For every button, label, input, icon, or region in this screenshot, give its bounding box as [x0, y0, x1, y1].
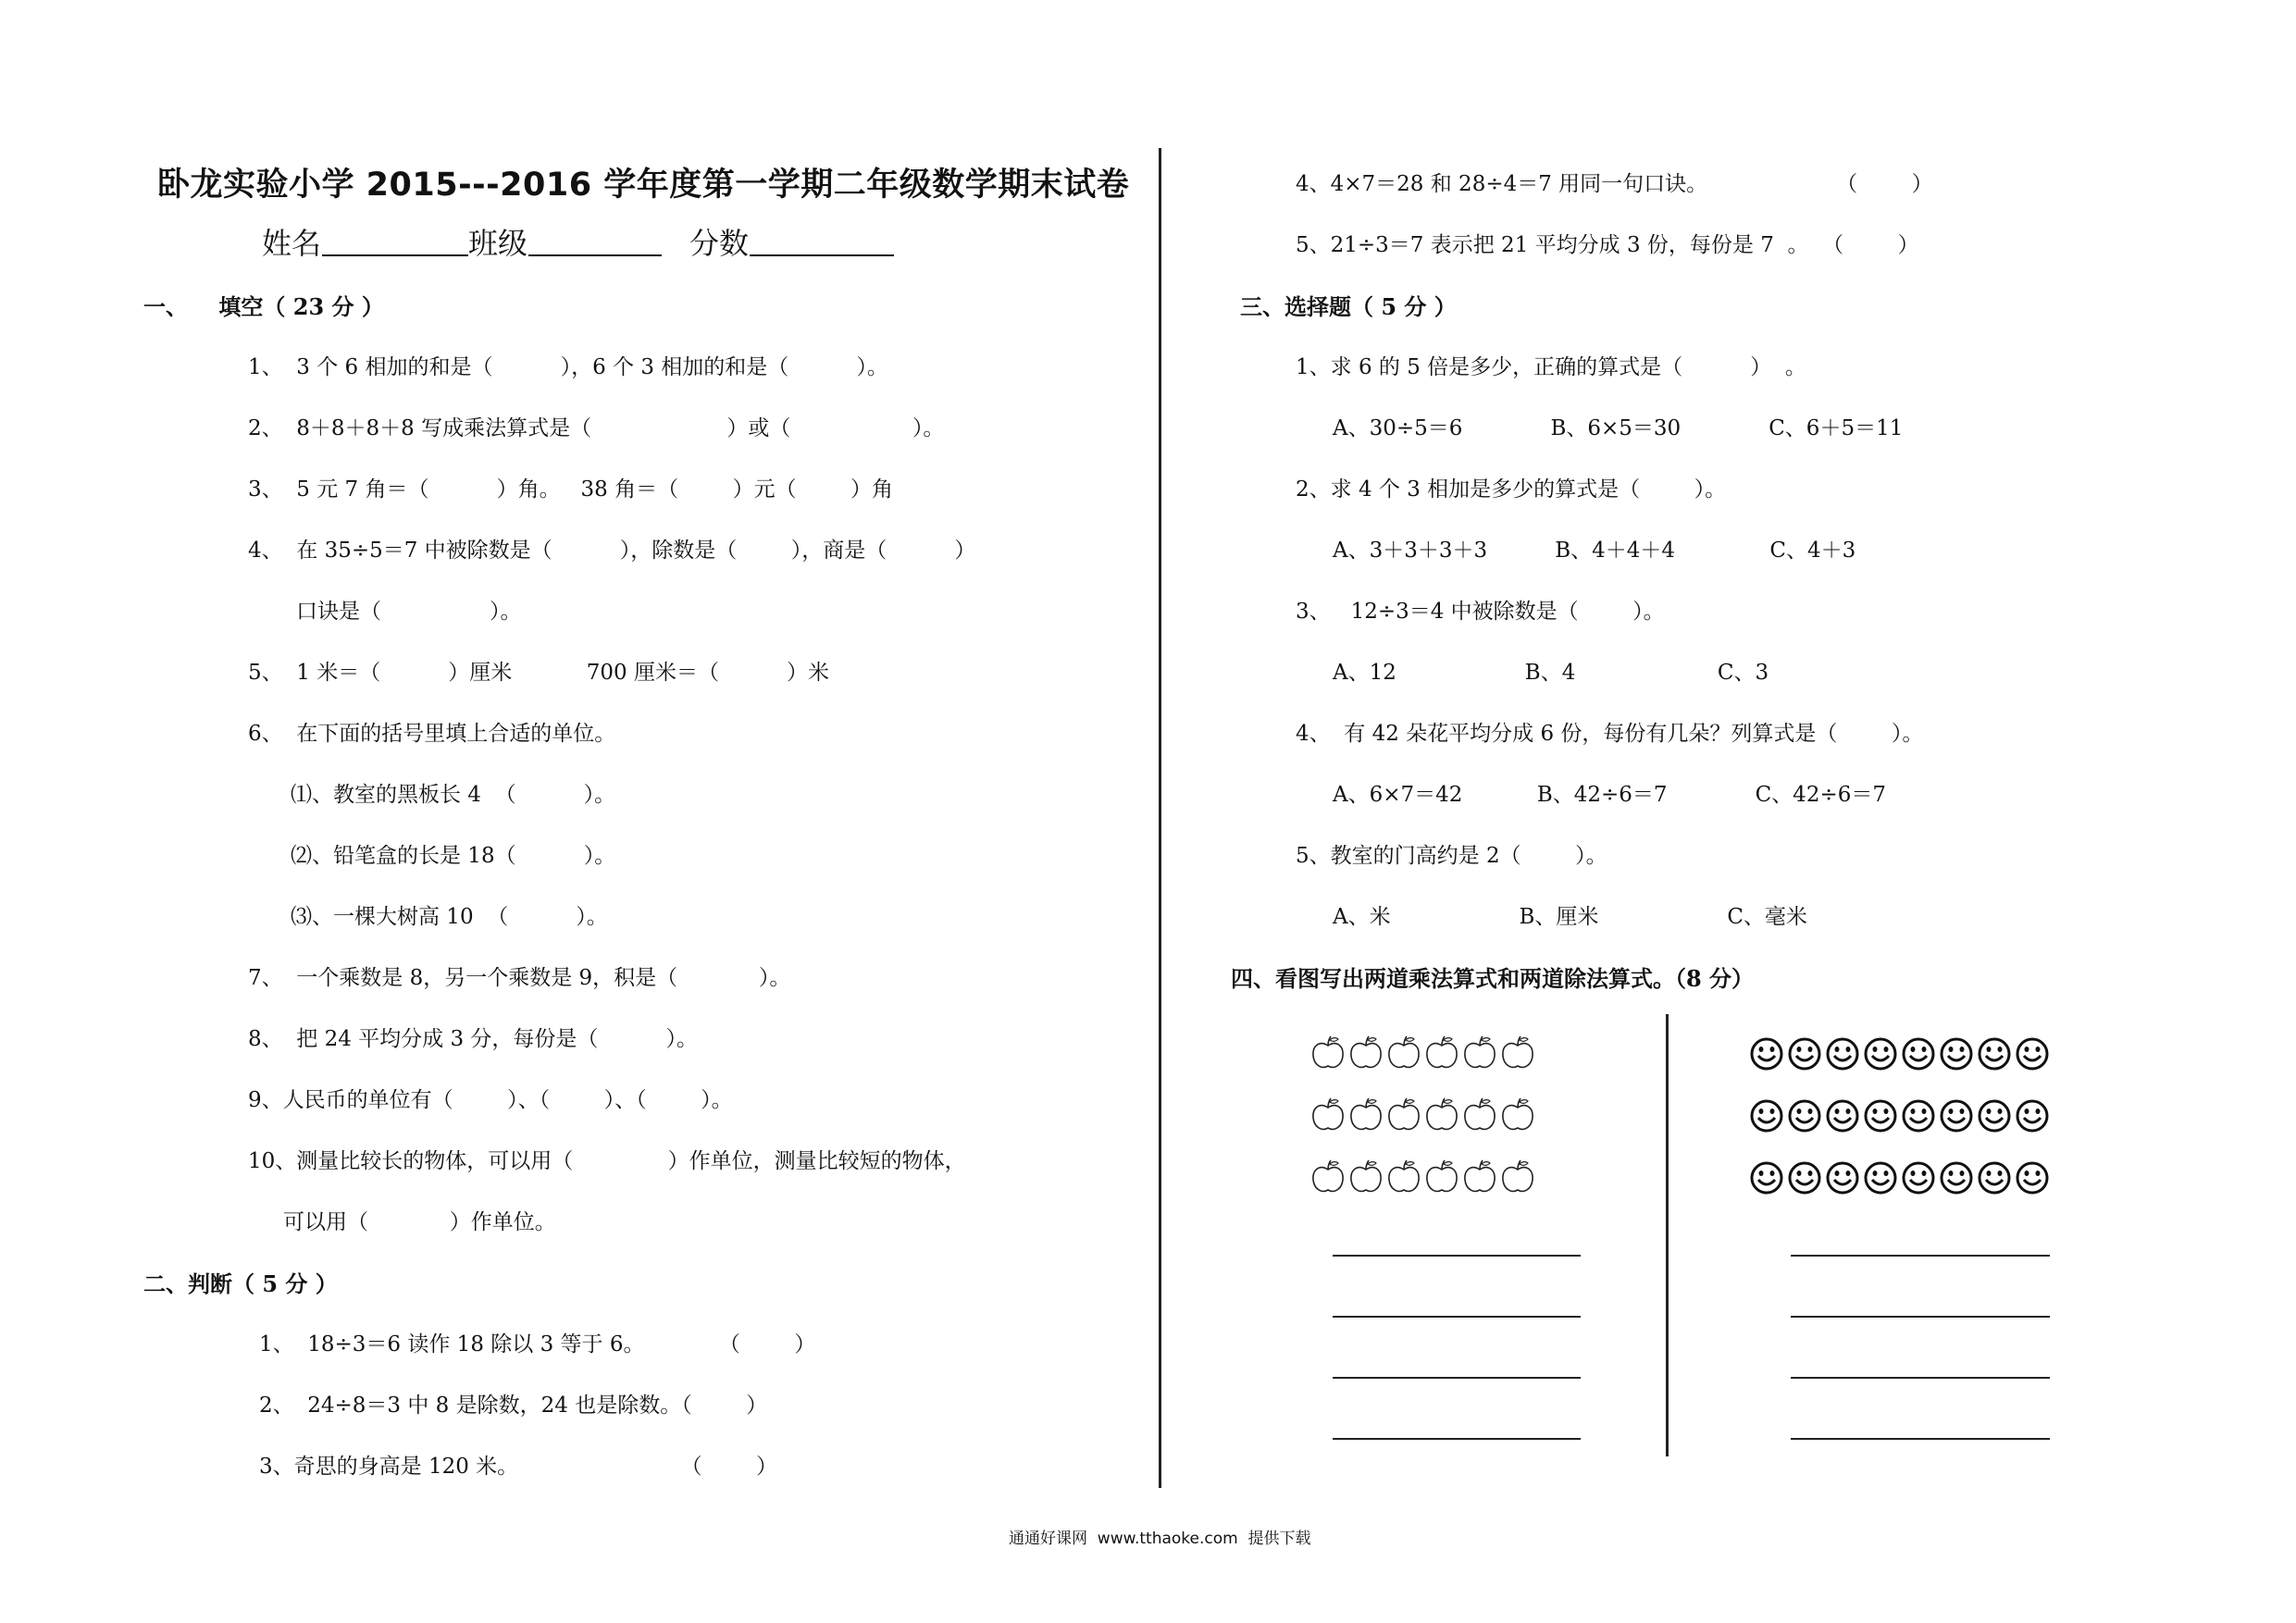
s1-q2: 2、 8＋8＋8＋8 写成乘法算式是（ ）或（ ）。 — [248, 416, 945, 440]
name-blank[interactable] — [322, 254, 468, 256]
smiley-icon — [1939, 1036, 1974, 1072]
apple-icon — [1310, 1035, 1346, 1072]
answer-line-right-1[interactable] — [1791, 1255, 2050, 1257]
s3-q3: 3、 12÷3＝4 中被除数是（ ）。 — [1296, 600, 1665, 624]
answer-line-right-2[interactable] — [1791, 1316, 2050, 1318]
apple-icon — [1348, 1035, 1384, 1072]
answer-line-right-4[interactable] — [1791, 1438, 2050, 1440]
smiley-icon — [2015, 1036, 2050, 1072]
s1-q5: 5、 1 米＝（ ）厘米 700 厘米＝（ ）米 — [248, 661, 830, 685]
smiley-icon — [1825, 1160, 1860, 1196]
apple-icon — [1462, 1096, 1497, 1134]
s3-q2: 2、求 4 个 3 相加是多少的算式是（ ）。 — [1296, 477, 1727, 502]
s1-q3: 3、 5 元 7 角＝（ ）角。 38 角＝（ ）元（ ）角 — [248, 477, 894, 502]
s2-q4: 4、4×7＝28 和 28÷4＝7 用同一句口诀。 （ ） — [1296, 172, 1933, 196]
s2-q5: 5、21÷3＝7 表示把 21 平均分成 3 份，每份是 7 。 （ ） — [1296, 233, 1919, 257]
s2-q1: 1、 18÷3＝6 读作 18 除以 3 等于 6。 （ ） — [259, 1332, 816, 1357]
section3-heading: 三、选择题（ 5 分 ） — [1240, 293, 1457, 320]
apple-icon — [1386, 1035, 1421, 1072]
s1-q10: 10、测量比较长的物体，可以用（ ）作单位，测量比较短的物体， — [248, 1149, 966, 1173]
smiley-icon — [1901, 1160, 1936, 1196]
s1-q6-1: ⑴、教室的黑板长 4 （ ）。 — [291, 783, 616, 807]
smiley-icon — [2015, 1160, 2050, 1196]
s3-q5: 5、教室的门高约是 2（ ）。 — [1296, 844, 1607, 868]
s1-q7: 7、 一个乘数是 8，另一个乘数是 9，积是（ ）。 — [248, 966, 791, 990]
smiley-icon — [1939, 1160, 1974, 1196]
smiley-icon — [1863, 1098, 1898, 1134]
apple-icon — [1348, 1096, 1384, 1134]
section2-heading: 二、判断（ 5 分 ） — [143, 1270, 338, 1297]
smiley-icon — [1863, 1160, 1898, 1196]
s1-q6-2: ⑵、铅笔盒的长是 18（ ）。 — [291, 844, 616, 868]
apple-icon — [1500, 1158, 1535, 1196]
picture-divider — [1666, 1014, 1669, 1456]
s1-q6-3: ⑶、一棵大树高 10 （ ）。 — [291, 905, 608, 929]
apple-icon — [1386, 1096, 1421, 1134]
apple-icon — [1386, 1158, 1421, 1196]
answer-line-left-2[interactable] — [1333, 1316, 1581, 1318]
s1-q8: 8、 把 24 平均分成 3 分，每份是（ ）。 — [248, 1027, 699, 1051]
smiley-icon — [1825, 1098, 1860, 1134]
smiley-icon — [1787, 1160, 1822, 1196]
smiley-icon — [1787, 1036, 1822, 1072]
class-blank[interactable] — [528, 254, 662, 256]
smiley-icon — [2015, 1098, 2050, 1134]
section4-heading: 四、看图写出两道乘法算式和两道除法算式。（8 分） — [1231, 965, 1755, 992]
apple-icon — [1500, 1096, 1535, 1134]
s3-q4: 4、 有 42 朵花平均分成 6 份，每份有几朵？列算式是（ ）。 — [1296, 722, 1924, 746]
smiley-icon — [1977, 1160, 2012, 1196]
smiley-icon — [1787, 1098, 1822, 1134]
s3-q4-options: A、6×7＝42 B、42÷6＝7 C、42÷6＝7 — [1333, 783, 1886, 807]
answer-line-left-1[interactable] — [1333, 1255, 1581, 1257]
section1-heading: 一、 填空（ 23 分 ） — [143, 293, 384, 320]
smiley-icon — [1825, 1036, 1860, 1072]
s3-q2-options: A、3＋3＋3＋3 B、4＋4＋4 C、4＋3 — [1333, 539, 1856, 563]
s1-q4-cont: 口诀是（ ）。 — [296, 600, 522, 624]
apple-icon — [1424, 1096, 1459, 1134]
apple-icon — [1500, 1035, 1535, 1072]
s3-q5-options: A、米 B、厘米 C、毫米 — [1333, 905, 1807, 929]
apple-icon — [1310, 1158, 1346, 1196]
apple-icon — [1424, 1035, 1459, 1072]
class-label: 班级 — [468, 226, 528, 261]
apple-icon — [1462, 1035, 1497, 1072]
score-blank[interactable] — [750, 254, 894, 256]
column-divider — [1159, 148, 1161, 1488]
smiley-icon — [1977, 1098, 2012, 1134]
apple-icon — [1462, 1158, 1497, 1196]
smiley-icon — [1977, 1036, 2012, 1072]
s3-q3-options: A、12 B、4 C、3 — [1333, 661, 1769, 685]
s3-q1: 1、求 6 的 5 倍是多少，正确的算式是（ ） 。 — [1296, 355, 1806, 379]
apple-icon — [1348, 1158, 1384, 1196]
apple-icon — [1310, 1096, 1346, 1134]
s2-q3: 3、奇思的身高是 120 米。 （ ） — [259, 1455, 778, 1479]
page-title: 卧龙实验小学 2015---2016 学年度第一学期二年级数学期末试卷 — [157, 167, 1130, 204]
answer-line-left-3[interactable] — [1333, 1377, 1581, 1379]
smiley-icon — [1901, 1036, 1936, 1072]
footer-credit: 通通好课网 www.tthaoke.com 提供下载 — [1009, 1530, 1311, 1548]
s1-q1: 1、 3 个 6 相加的和是（ ），6 个 3 相加的和是（ ）。 — [248, 355, 888, 379]
smiley-icon — [1749, 1098, 1784, 1134]
name-label: 姓名 — [262, 226, 322, 261]
smiley-icon — [1749, 1036, 1784, 1072]
s1-q4: 4、 在 35÷5＝7 中被除数是（ ），除数是（ ），商是（ ） — [248, 539, 976, 563]
apple-icon — [1424, 1158, 1459, 1196]
answer-line-left-4[interactable] — [1333, 1438, 1581, 1440]
score-label: 分数 — [689, 226, 750, 261]
s1-q10-cont: 可以用（ ）作单位。 — [283, 1210, 556, 1234]
s2-q2: 2、 24÷8＝3 中 8 是除数，24 也是除数。（ ） — [259, 1394, 768, 1418]
answer-line-right-3[interactable] — [1791, 1377, 2050, 1379]
smiley-icon — [1901, 1098, 1936, 1134]
smiley-icon — [1863, 1036, 1898, 1072]
s3-q1-options: A、30÷5＝6 B、6×5＝30 C、6＋5＝11 — [1333, 416, 1904, 440]
s1-q9: 9、人民币的单位有（ ）、（ ）、（ ）。 — [248, 1088, 733, 1112]
s1-q6: 6、 在下面的括号里填上合适的单位。 — [248, 722, 616, 746]
smiley-icon — [1939, 1098, 1974, 1134]
smiley-icon — [1749, 1160, 1784, 1196]
